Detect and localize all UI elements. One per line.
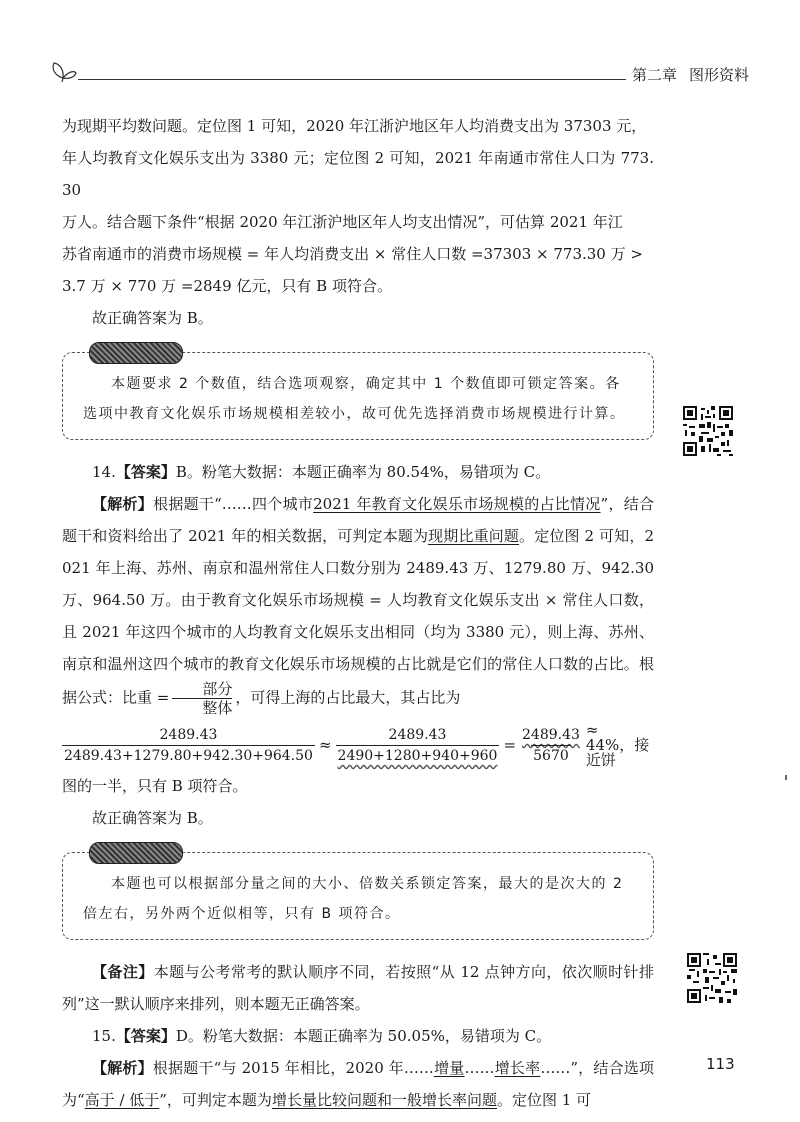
answer-label: 【答案】 bbox=[115, 1027, 176, 1045]
fraction-3: $\frac{2489.43}{5670}$ bbox=[522, 727, 580, 764]
q14-analysis: 【解析】根据题干“……四个城市2021 年教育文化娱乐市场规模的占比情况”，结合题干和资料给出了 2021 年的相关数据，可判定本题为现期比重问题。定位图 2 可知，2021 年上海、苏州、南京和温州常住人口数分别为 2489.43 万、1279.80 万、942.30 万、964.50 万。由于教育文化娱乐市场规模 = 人均教育文化娱乐支出 × 常住人口数，且 2021 年这四个城市的人均教育文化娱乐支出相同（均为 3380 元），则上海、苏州、南京和温州这四个城市的教育文化娱乐市场规模的占比就是它们的常住人口数的占比。根据公式：比重 = $\frac{\text{部分}}{\text{整体}}$ ，可得上海的占比最大，其占比为 bbox=[62, 495, 655, 717]
tip-text: 本题也可以根据部分量之间的大小、倍数关系锁定答案，最大的是次大的 2 倍左右，另外两个近似相等，只有 B 项符合。 bbox=[83, 876, 624, 922]
q14-analysis-end: 图的一半，只有 B 项符合。 bbox=[62, 777, 248, 795]
tip-box-1 bbox=[62, 352, 654, 440]
intro-line: 年人均教育文化娱乐支出为 3380 元；定位图 2 可知，2021 年南通市常住人口为 773.30 bbox=[62, 149, 654, 199]
page-number: 113 bbox=[706, 1055, 735, 1073]
q15-answer: 15.【答案】D。粉笔大数据：本题正确率为 50.05%，易错项为 C。 bbox=[92, 1027, 552, 1045]
q15-analysis: 【解析】根据题干“与 2015 年相比，2020 年……增量……增长率……”，结合选项为“高于 / 低于”，可判定本题为增长量比较问题和一般增长率问题。定位图 1 可 bbox=[62, 1059, 654, 1109]
tip-tag-icon bbox=[89, 842, 183, 864]
intro-conclusion: 故正确答案为 B。 bbox=[92, 309, 213, 327]
fraction-2: $\frac{2489.43}{2490+1280+940+960}$ bbox=[337, 727, 498, 764]
fraction-equation: $\frac{2489.43}{2489.43+1279.80+942.30+964.50}$ ≈ $\frac{2489.43}{2490+1280+940+960}$ = $\frac{2489.43}{5670}$ ≈ 44%，接近饼 bbox=[64, 721, 650, 769]
intro-line: 为现期平均数问题。定位图 1 可知，2020 年江浙沪地区年人均消费支出为 37303 元， bbox=[62, 117, 647, 135]
chapter-title: 图形资料 bbox=[689, 66, 750, 84]
q14-conclusion: 故正确答案为 B。 bbox=[92, 809, 213, 827]
leaf-ornament-icon bbox=[48, 58, 78, 82]
chapter-heading bbox=[632, 64, 761, 85]
note-label: 【备注】 bbox=[92, 963, 154, 981]
tip-box-2 bbox=[62, 852, 654, 940]
answer-label: 【答案】 bbox=[115, 463, 176, 481]
chapter-number: 第二章 bbox=[632, 66, 678, 84]
formula-fraction: $\frac{\text{部分}}{\text{整体}}$ bbox=[172, 680, 232, 717]
fraction-1: $\frac{2489.43}{2489.43+1279.80+942.30+964.50}$ bbox=[64, 727, 313, 764]
intro-line: 苏省南通市的消费市场规模 = 年人均消费支出 × 常住人口数 =37303 × 773.30 万 > bbox=[62, 245, 643, 263]
intro-line: 万人。结合题下条件“根据 2020 年江浙沪地区年人均支出情况”，可估算 2021 年江 bbox=[62, 213, 623, 231]
analysis-label: 【解析】 bbox=[92, 1059, 153, 1077]
q14-answer: 14.【答案】B。粉笔大数据：本题正确率为 80.54%，易错项为 C。 bbox=[92, 463, 551, 481]
qr-code-icon[interactable] bbox=[683, 406, 733, 456]
tip-text: 本题要求 2 个数值，结合选项观察，确定其中 1 个数值即可锁定答案。各选项中教育文化娱乐市场规模相差较小，故可优先选择消费市场规模进行计算。 bbox=[83, 376, 626, 422]
analysis-label: 【解析】 bbox=[92, 495, 154, 513]
intro-line: 3.7 万 × 770 万 =2849 亿元，只有 B 项符合。 bbox=[62, 277, 392, 295]
tip-tag-icon bbox=[89, 342, 183, 364]
page-content bbox=[62, 110, 654, 1116]
edge-mark bbox=[785, 775, 787, 780]
qr-code-icon[interactable] bbox=[687, 953, 737, 1003]
note: 【备注】本题与公考常考的默认顺序不同，若按照“从 12 点钟方向，依次顺时针排列”这一默认顺序来排列，则本题无正确答案。 bbox=[62, 963, 654, 1013]
page-header bbox=[40, 52, 760, 92]
header-rule bbox=[78, 79, 626, 80]
